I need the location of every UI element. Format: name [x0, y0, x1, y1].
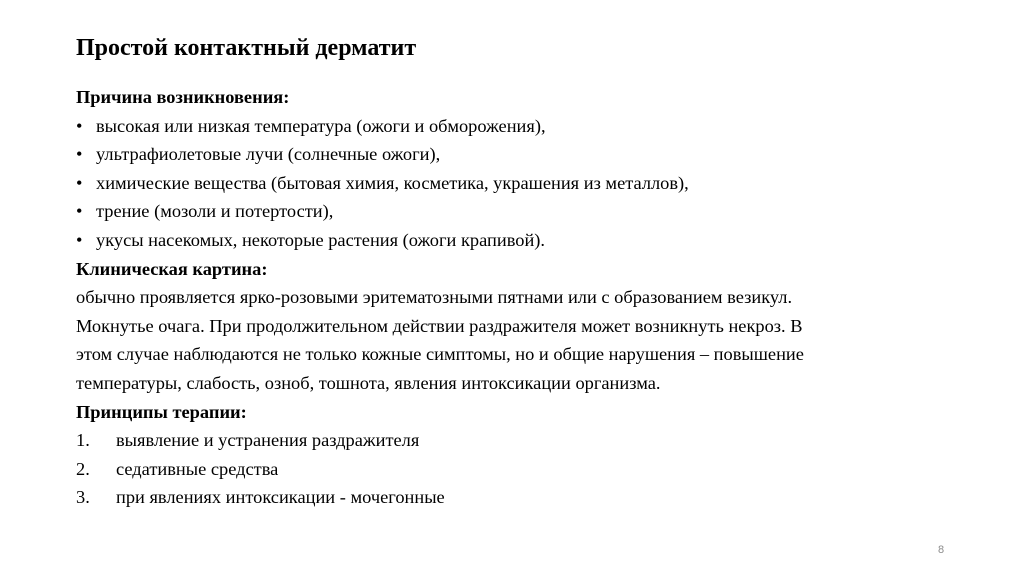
cause-item-text: ультрафиолетовые лучи (солнечные ожоги),	[96, 144, 441, 165]
slide-body	[76, 83, 956, 512]
therapy-item-number: 1.	[76, 430, 90, 451]
bullet-icon: •	[76, 229, 83, 250]
therapy-item-text: выявление и устранения раздражителя	[116, 430, 420, 451]
cause-item	[76, 169, 956, 198]
cause-item-text: укусы насекомых, некоторые растения (ожоги крапивой).	[96, 229, 546, 250]
clinical-text-line: температуры, слабость, озноб, тошнота, явления интоксикации организма.	[76, 372, 661, 393]
cause-item-text: высокая или низкая температура (ожоги и обморожения),	[96, 115, 546, 136]
causes-heading: Причина возникновения:	[76, 87, 290, 107]
bullet-icon: •	[76, 144, 83, 165]
clinical-text-line: этом случае наблюдаются не только кожные симптомы, но и общие нарушения – повышение	[76, 344, 804, 365]
therapy-item	[76, 455, 956, 484]
cause-item-text: химические вещества (бытовая химия, косметика, украшения из металлов),	[96, 172, 689, 193]
therapy-item-number: 2.	[76, 458, 90, 479]
cause-item	[76, 112, 956, 141]
clinical-text-line: обычно проявляется ярко-розовыми эритематозными пятнами или с образованием везикул.	[76, 287, 793, 308]
bullet-icon: •	[76, 201, 83, 222]
slide-title: Простой контактный дерматит	[76, 35, 417, 61]
page-number: 8	[938, 544, 945, 556]
therapy-heading: Принципы терапии:	[76, 401, 247, 422]
bullet-icon: •	[76, 115, 83, 136]
cause-item	[76, 140, 956, 169]
therapy-item-number: 3.	[76, 487, 90, 508]
therapy-item-text: при явлениях интоксикации - мочегонные	[116, 487, 445, 508]
clinical-text-line: Мокнутье очага. При продолжительном действии раздражителя может возникнуть некроз. В	[76, 315, 803, 336]
therapy-item	[76, 426, 956, 455]
clinical-heading: Клиническая картина:	[76, 258, 268, 279]
cause-item-text: трение (мозоли и потертости),	[96, 201, 334, 222]
bullet-icon: •	[76, 172, 83, 193]
cause-item	[76, 197, 956, 226]
therapy-item-text: седативные средства	[116, 458, 279, 479]
therapy-item	[76, 483, 956, 512]
cause-item	[76, 226, 956, 255]
